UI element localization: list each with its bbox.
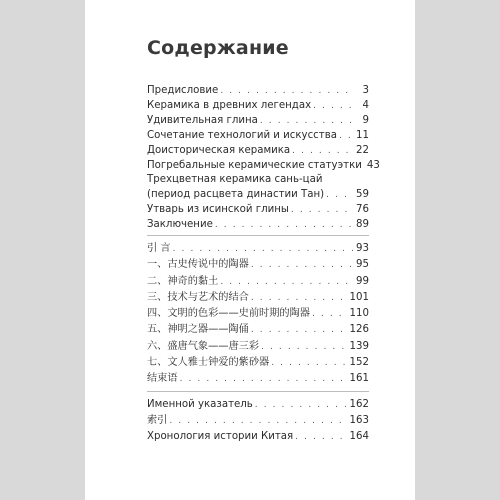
dot-leader xyxy=(312,306,348,322)
toc-entry-line2 xyxy=(147,187,369,202)
toc-entry-page: 59 xyxy=(356,189,369,200)
toc-entry-page: 93 xyxy=(356,243,369,254)
toc-entry xyxy=(147,98,369,113)
toc-entry-title: Керамика в древних легендах xyxy=(147,100,312,111)
dot-leader xyxy=(173,241,353,257)
toc-entry xyxy=(147,128,369,143)
toc-entry-title: 五、神明之器——陶俑 xyxy=(147,324,249,336)
toc-entry xyxy=(147,290,369,306)
toc-entry xyxy=(147,339,369,355)
toc-entry-title: 索引 xyxy=(147,415,168,426)
toc-entry-page: 3 xyxy=(362,85,369,96)
toc-entry xyxy=(147,113,369,128)
toc-entry-title: Заключение xyxy=(147,219,213,230)
toc-entry-title: Предисловие xyxy=(147,85,219,96)
section-divider xyxy=(147,235,369,236)
toc-entry-title: Сочетание технологий и искусства xyxy=(147,130,337,141)
dot-leader xyxy=(291,203,353,218)
toc-entry-page: 161 xyxy=(349,373,369,385)
toc-chinese xyxy=(147,241,369,388)
toc-entry xyxy=(147,413,369,429)
toc-entry xyxy=(147,241,369,257)
toc-entry-line1 xyxy=(147,173,369,187)
toc-entry-title: 七、文人雅士钟爱的紫砂器 xyxy=(147,357,270,369)
toc-entry-page: 162 xyxy=(349,399,369,410)
dot-leader xyxy=(313,99,353,114)
toc-entry xyxy=(147,429,369,445)
toc-entry xyxy=(147,306,369,322)
toc-entry xyxy=(147,158,380,173)
dot-leader xyxy=(215,218,353,233)
toc-entry-title: 三、技术与艺术的结合 xyxy=(147,291,249,303)
toc-entry xyxy=(147,217,369,232)
toc-entry xyxy=(147,83,369,98)
dot-leader xyxy=(271,355,347,371)
toc-entry xyxy=(147,355,369,371)
dot-leader xyxy=(260,114,353,129)
toc-entry-title: Утварь из исинской глины xyxy=(147,204,289,215)
toc-entry-page: 152 xyxy=(349,357,369,369)
dot-leader xyxy=(292,144,353,159)
dot-leader xyxy=(339,129,353,144)
toc-entry-page: 76 xyxy=(356,204,369,215)
toc-entry xyxy=(147,274,369,290)
dot-leader xyxy=(255,397,348,413)
toc-entry-title: 引 言 xyxy=(147,243,171,254)
dot-leader xyxy=(295,429,347,445)
toc-entry xyxy=(147,397,369,413)
toc-entry-title: 二、神奇的黏土 xyxy=(147,275,219,287)
dot-leader xyxy=(251,290,348,306)
toc-russian xyxy=(147,83,380,232)
toc-entry-page: 99 xyxy=(356,275,369,287)
toc-entry xyxy=(147,322,369,338)
dot-leader xyxy=(220,84,353,99)
section-divider xyxy=(147,391,369,392)
toc-entry-page: 110 xyxy=(349,308,369,320)
toc-entry-title: 六、盛唐气象——唐三彩 xyxy=(147,340,260,352)
toc-entry-page: 4 xyxy=(362,100,369,111)
dot-leader xyxy=(251,322,348,338)
toc-entry-page: 43 xyxy=(366,160,380,171)
toc-entry-title: (период расцвета династии Тан) xyxy=(147,189,325,200)
toc-entry-page: 101 xyxy=(349,291,369,303)
dot-leader xyxy=(326,188,353,203)
toc-entry-page: 163 xyxy=(349,415,369,426)
toc-entry-title: Удивительная глина xyxy=(147,115,258,126)
dot-leader xyxy=(220,274,353,290)
toc-entry-title: Погребальные керамические статуэтки xyxy=(147,160,362,171)
dot-leader xyxy=(169,413,347,429)
toc-entry xyxy=(147,143,369,158)
toc-entry-title: Хронология истории Китая xyxy=(147,431,294,442)
toc-entry xyxy=(147,202,369,217)
toc-entry-page: 9 xyxy=(362,115,369,126)
page-title: Содержание xyxy=(147,37,289,59)
toc-entry-page: 89 xyxy=(356,219,369,230)
book-page xyxy=(85,0,415,500)
dot-leader xyxy=(251,257,353,273)
toc-entry-page: 11 xyxy=(356,130,369,141)
dot-leader xyxy=(261,339,347,355)
toc-entry xyxy=(147,257,369,273)
toc-entry-title: Трехцветная керамика сань-цай xyxy=(147,174,323,185)
toc-entry-page: 139 xyxy=(349,340,369,352)
toc-entry-title: Именной указатель xyxy=(147,399,253,410)
toc-entry-title: 一、古史传说中的陶器 xyxy=(147,259,249,271)
toc-entry-page: 22 xyxy=(356,145,369,156)
toc-entry-page: 95 xyxy=(356,259,369,271)
toc-entry-title: Доисторическая керамика xyxy=(147,145,291,156)
toc-index xyxy=(147,397,369,445)
toc-entry-page: 126 xyxy=(349,324,369,336)
toc-entry xyxy=(147,371,369,387)
toc-entry-title: 结束语 xyxy=(147,373,178,385)
toc-entry-page: 164 xyxy=(349,431,369,442)
dot-leader xyxy=(180,371,348,387)
toc-entry-title: 四、文明的色彩——史前时期的陶器 xyxy=(147,308,310,320)
